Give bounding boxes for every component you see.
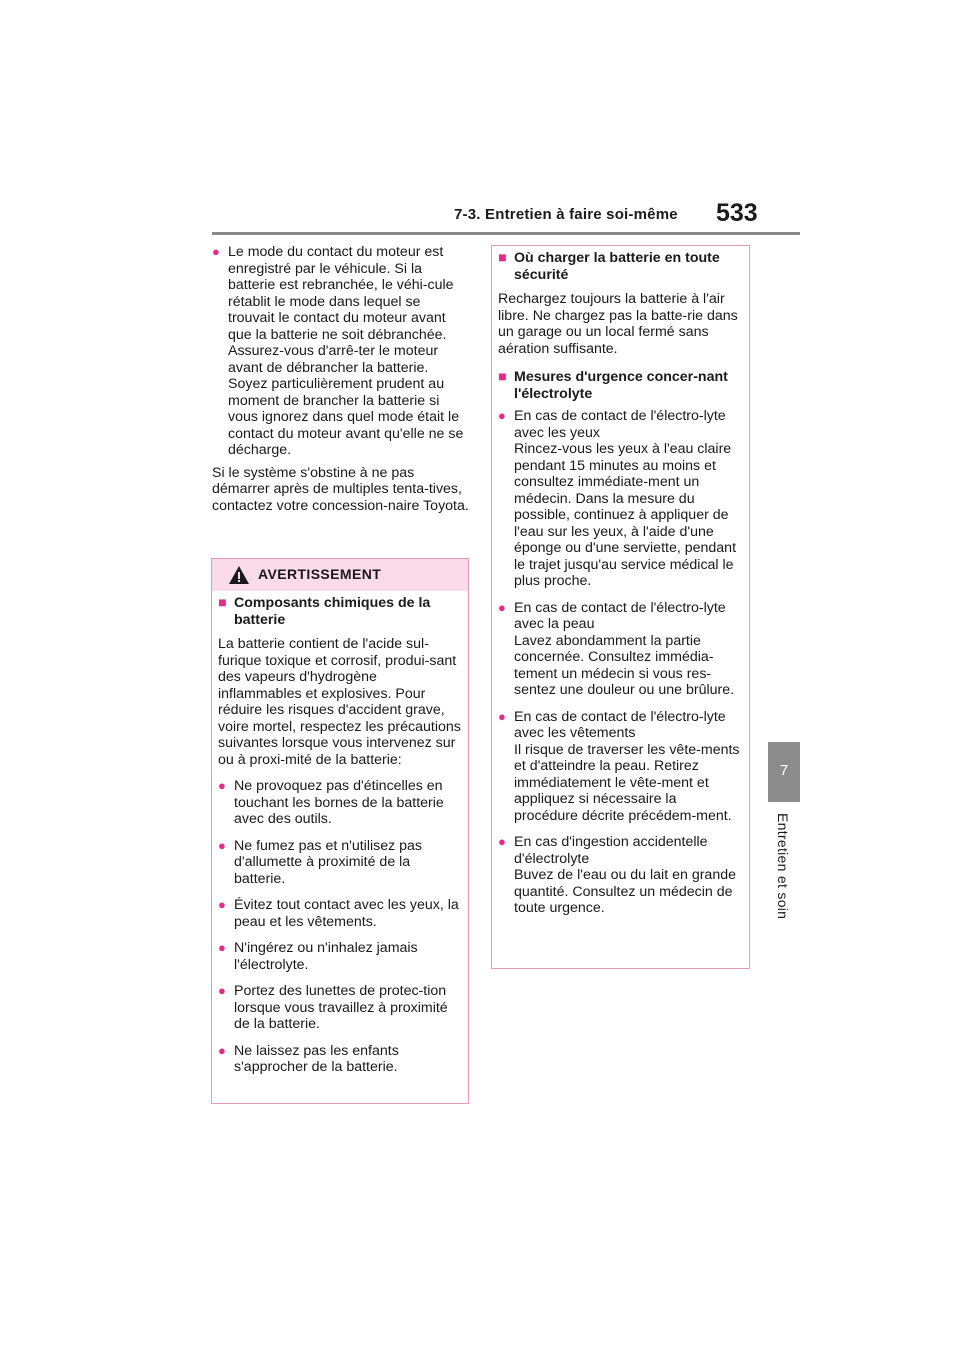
- list-item: [218, 1043, 462, 1076]
- list-item-title: En cas de contact de l'électro-lyte avec les yeux: [514, 408, 726, 441]
- bullet-icon: ●: [218, 940, 226, 955]
- list-item-text: Ne provoquez pas d'étincelles en touchant les bornes de la batterie avec des outils.: [234, 778, 444, 827]
- warning-intro: La batterie contient de l'acide sul-furique toxique et corrosif, produi-sant des vapeurs d'hydrogène inflammables et explosives. Pour réduire les risques d'accident grave, voire mortel, respectez les précautions suivantes lorsque vous intervenez sur ou à proxi-mité de la batterie:: [218, 636, 461, 768]
- bullet-icon: ●: [218, 778, 226, 793]
- bullet-icon: ●: [212, 244, 220, 259]
- bullet-icon: ●: [498, 708, 506, 724]
- list-item: [218, 838, 462, 888]
- list-item-text: Il risque de traverser les vête-ments et d'atteindre la peau. Retirez immédiatement le vête-ment et appliquez si nécessaire la procédure décrite précédem-ment.: [514, 741, 740, 824]
- square-bullet-icon: ■: [498, 250, 507, 266]
- list-item: [498, 600, 743, 699]
- list-item-text: Buvez de l'eau ou du lait en grande quantité. Consultez un médecin de toute urgence.: [514, 867, 736, 916]
- header-rule: [212, 232, 800, 235]
- list-item-title: En cas d'ingestion accidentelle d'électrolyte: [514, 834, 708, 867]
- charging-heading-text: Où charger la batterie en toute sécurité: [514, 250, 720, 283]
- charging-text: Rechargez toujours la batterie à l'air libre. Ne chargez pas la batte-rie dans un garage ou un local fermé sans aération suffisante.: [498, 291, 738, 357]
- list-item: [498, 834, 743, 917]
- list-item: [218, 940, 462, 973]
- bullet-icon: ●: [218, 897, 226, 912]
- warning-heading: [218, 595, 462, 628]
- warning-heading-text: Composants chimiques de la batterie: [234, 595, 431, 628]
- square-bullet-icon: ■: [218, 595, 227, 611]
- list-item: [498, 709, 743, 825]
- list-item: [498, 408, 743, 590]
- list-item-text: Portez des lunettes de protec-tion lorsque vous travaillez à proximité de la batterie.: [234, 983, 448, 1032]
- warning-box: [211, 558, 469, 1104]
- list-item-text: N'ingérez ou n'inhalez jamais l'électrolyte.: [234, 940, 418, 973]
- square-bullet-icon: ■: [498, 369, 507, 385]
- bullet-icon: ●: [218, 1042, 226, 1058]
- emergency-heading-text: Mesures d'urgence concer-nant l'électrolyte: [514, 369, 728, 402]
- bullet-icon: ●: [218, 983, 226, 998]
- left-column-text: [212, 244, 470, 514]
- page-number: 533: [716, 199, 758, 227]
- warning-triangle-icon: [228, 565, 250, 585]
- paragraph: Si le système s'obstine à ne pas démarrer après de multiples tenta-tives, contactez votre concession-naire Toyota.: [212, 464, 469, 514]
- warning-title: AVERTISSEMENT: [258, 566, 382, 582]
- list-item-text: Ne laissez pas les enfants s'approcher de la batterie.: [234, 1042, 399, 1075]
- bullet-icon: ●: [498, 599, 506, 615]
- chapter-label: Entretien et soin: [775, 813, 791, 920]
- warning-continued-box: [491, 245, 750, 969]
- list-item-text: Lavez abondamment la partie concernée. Consultez immédia-tement un médecin si vous res-sentez une douleur ou une brûlure.: [514, 632, 735, 698]
- bullet-text: Le mode du contact du moteur est enregistré par le véhicule. Si la batterie est rebranchée, le véhi-cule rétablit le mode dans lequel se trouvait le contact du moteur avant que la batterie ne soit débranchée. Assurez-vous d'arrê-ter le moteur avant de débrancher la batterie. Soyez particulièrement prudent au moment de brancher la batterie si vous ignorez dans quel mode était le contact du moteur avant qu'elle ne se décharge.: [228, 244, 464, 458]
- emergency-heading: [498, 369, 743, 402]
- list-item-title: En cas de contact de l'électro-lyte avec la peau: [514, 599, 726, 632]
- list-item-text: Évitez tout contact avec les yeux, la peau et les vêtements.: [234, 897, 459, 930]
- bullet-icon: ●: [218, 837, 226, 853]
- list-item: [218, 897, 462, 930]
- right-box-body: [492, 246, 749, 917]
- bullet-icon: ●: [498, 408, 506, 423]
- bullet-icon: ●: [498, 834, 506, 849]
- list-item-title: En cas de contact de l'électro-lyte avec les vêtements: [514, 708, 726, 741]
- list-item: [218, 983, 462, 1033]
- list-item: [212, 244, 470, 459]
- chapter-number: 7: [779, 762, 789, 779]
- warning-header: [212, 559, 468, 591]
- list-item-text: Ne fumez pas et n'utilisez pas d'allumette à proximité de la batterie.: [234, 837, 423, 887]
- warning-body: [212, 591, 468, 1076]
- section-title: 7-3. Entretien à faire soi-même: [454, 206, 678, 223]
- list-item-text: Rincez-vous les yeux à l'eau claire pendant 15 minutes au moins et consultez immédiate-ment un médecin. Dans la mesure du possible, continuez à appliquer de l'eau sur les yeux, à l'aide d'une éponge ou d'une serviette, pendant le trajet jusqu'au service médical le plus proche.: [514, 441, 737, 589]
- list-item: [218, 778, 462, 828]
- charging-heading: [498, 250, 743, 283]
- chapter-tab: [768, 742, 800, 802]
